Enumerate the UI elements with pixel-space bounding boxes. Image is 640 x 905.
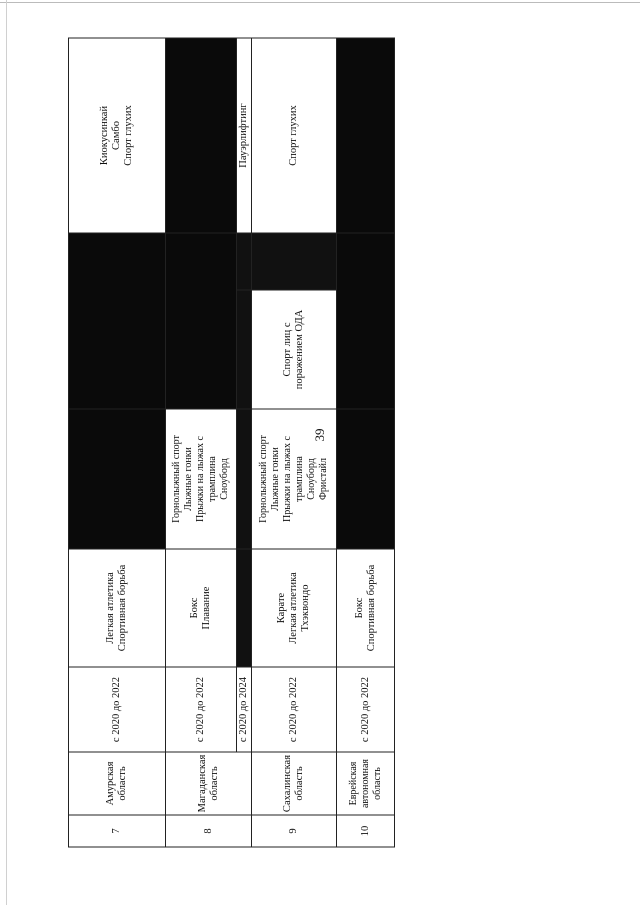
period-cell: с 2020 до 2022	[337, 667, 395, 752]
winter-sports-cell: Горнолыжный спорт Лыжные гонки Прыжки на лыжах с трамплина Сноуборд Фристайл	[252, 409, 337, 549]
sports-cell: Карате Легкая атлетика Тхэквондо	[252, 549, 337, 667]
blank-cell	[237, 233, 252, 290]
blank-cell	[252, 233, 337, 290]
blank-cell	[237, 549, 252, 667]
blank-cell	[337, 233, 395, 409]
table-row	[252, 38, 337, 847]
region-cell: Амурская область	[69, 752, 166, 815]
blank-cell	[337, 409, 395, 549]
blank-cell	[166, 233, 237, 409]
region-cell: Магаданская область	[166, 752, 252, 815]
sports-cell: Бокс Плавание	[166, 549, 237, 667]
region-cell: Сахалинская область	[252, 752, 337, 815]
extra-sports-cell: Спорт глухих	[252, 38, 337, 233]
period-cell: с 2020 до 2022	[166, 667, 237, 752]
scan-left-edge	[6, 0, 7, 905]
rotated-table-container	[68, 38, 383, 847]
row-number: 8	[166, 815, 252, 847]
period-cell: с 2020 до 2024	[237, 667, 252, 752]
period-cell: с 2020 до 2022	[252, 667, 337, 752]
sports-cell: Легкая атлетика Спортивная борьба	[69, 549, 166, 667]
blank-cell	[69, 233, 166, 409]
row-number: 10	[337, 815, 395, 847]
sports-table	[68, 37, 395, 847]
period-cell: с 2020 до 2022	[69, 667, 166, 752]
region-cell: Еврейская автономная область	[337, 752, 395, 815]
table-wrapper	[68, 38, 383, 847]
blank-cell	[237, 409, 252, 549]
page-number: 39	[312, 428, 327, 442]
table-row	[337, 38, 395, 847]
scan-top-line	[0, 2, 640, 3]
winter-sports-cell: Горнолыжный спорт Лыжные гонки Прыжки на лыжах с трамплина Сноуборд	[166, 409, 237, 549]
sports-cell: Бокс Спортивная борьба	[337, 549, 395, 667]
blank-cell	[337, 38, 395, 233]
row-number: 9	[252, 815, 337, 847]
extra-sports-cell: Киокусинкай Самбо Спорт глухих	[69, 38, 166, 233]
disability-sports-cell: Спорт лиц с поражением ОДА	[252, 290, 337, 409]
blank-cell	[166, 38, 237, 233]
extra-sports-cell: Пауэрлифтинг	[237, 38, 252, 233]
blank-cell	[237, 290, 252, 409]
row-number: 7	[69, 815, 166, 847]
table-row	[237, 38, 252, 847]
blank-cell	[69, 409, 166, 549]
table-row	[166, 38, 237, 847]
table-row	[69, 38, 166, 847]
